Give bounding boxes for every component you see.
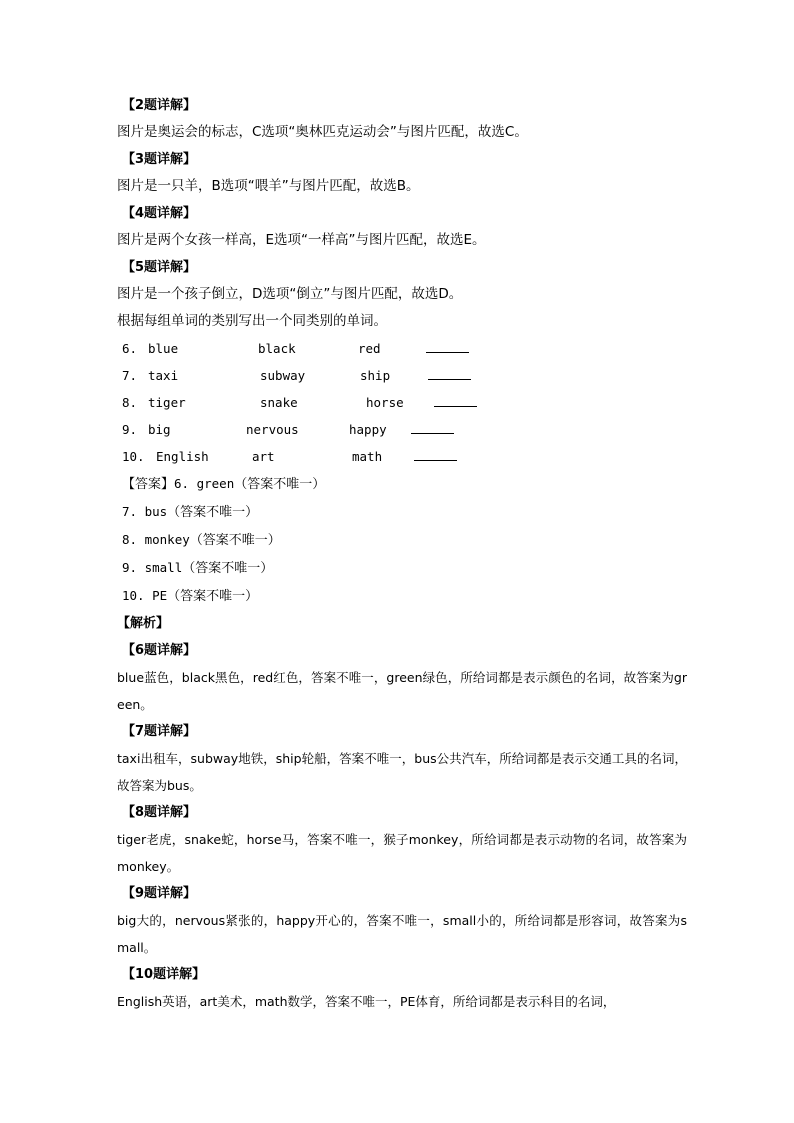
answer-line	[117, 554, 687, 582]
answer-value: small	[144, 560, 183, 575]
explanation-heading-q5: 【5题详解】	[122, 260, 197, 275]
word-row	[117, 389, 687, 416]
answer-line	[117, 498, 687, 526]
row-number: 7.	[122, 368, 138, 383]
answer-note: （答案不唯一）	[167, 505, 259, 520]
word-cell-3: math	[352, 449, 383, 464]
answer-note: （答案不唯一）	[189, 533, 281, 548]
word-cell-1: big	[148, 422, 171, 437]
analysis-heading-q10: 【10题详解】	[122, 967, 206, 982]
answer-spacer	[137, 560, 145, 575]
answer-note: （答案不唯一）	[234, 477, 326, 492]
answer-spacer	[137, 532, 145, 547]
answer-number: 8.	[122, 532, 138, 547]
word-cell-3: horse	[366, 395, 404, 410]
answers-first-line	[117, 470, 687, 498]
analysis-heading-q9: 【9题详解】	[122, 886, 197, 901]
analysis-text-q8: tiger老虎，snake蛇，horse马，答案不唯一，猴子monkey，所给词都是表示动物的名词，故答案为monkey。	[117, 832, 687, 874]
explanation-text-q4: 图片是两个女孩一样高，E选项“一样高”与图片匹配，故选E。	[117, 232, 486, 248]
answer-value: bus	[144, 504, 168, 519]
answers-label: 【答案】	[122, 477, 175, 492]
explanation-text-q2: 图片是奥运会的标志，C选项“奥林匹克运动会”与图片匹配，故选C。	[117, 124, 528, 140]
analysis-heading: 【解析】	[117, 616, 170, 631]
word-cell-2: subway	[260, 368, 306, 383]
word-row	[117, 362, 687, 389]
answer-line	[117, 526, 687, 554]
word-cell-3: happy	[349, 422, 387, 437]
analysis-heading-q8: 【8题详解】	[122, 805, 197, 820]
word-row	[117, 335, 687, 362]
row-number: 9.	[122, 422, 138, 437]
answer-spacer	[145, 588, 153, 603]
answer-number: 6.	[174, 476, 190, 491]
answer-note: （答案不唯一）	[182, 561, 274, 576]
word-row	[117, 416, 687, 443]
word-cell-2: snake	[260, 395, 298, 410]
answer-spacer	[189, 476, 197, 491]
analysis-text-q6: blue蓝色，black黑色，red红色，答案不唯一，green绿色，所给词都是表示颜色的名词，故答案为green。	[117, 670, 687, 712]
row-number: 6.	[122, 341, 138, 356]
word-cell-2: art	[252, 449, 275, 464]
word-row	[117, 443, 687, 470]
answer-value: green	[196, 476, 235, 491]
word-cell-1: English	[156, 449, 209, 464]
word-classification-list	[117, 335, 687, 470]
analysis-heading-q6: 【6题详解】	[122, 643, 197, 658]
answer-note: （答案不唯一）	[167, 589, 259, 604]
explanation-heading-q3: 【3题详解】	[122, 152, 197, 167]
analysis-text-q7: taxi出租车，subway地铁，ship轮船，答案不唯一，bus公共汽车，所给词都是表示交通工具的名词，故答案为bus。	[117, 751, 687, 793]
explanation-heading-q2: 【2题详解】	[122, 98, 197, 113]
answer-value: monkey	[144, 532, 190, 547]
row-number: 10.	[122, 449, 145, 464]
answer-blank[interactable]	[411, 420, 454, 434]
answer-blank[interactable]	[414, 447, 457, 461]
explanation-text-q3: 图片是一只羊，B选项“喂羊”与图片匹配，故选B。	[117, 178, 420, 194]
word-cell-3: ship	[360, 368, 391, 383]
explanation-text-q5: 图片是一个孩子倒立，D选项“倒立”与图片匹配，故选D。	[117, 286, 463, 302]
answer-value: PE	[152, 588, 168, 603]
explanation-heading-q4: 【4题详解】	[122, 206, 197, 221]
answer-line	[117, 582, 687, 610]
word-cell-1: blue	[148, 341, 179, 356]
answer-blank[interactable]	[426, 339, 469, 353]
word-cell-1: tiger	[148, 395, 186, 410]
analysis-text-q9: big大的，nervous紧张的，happy开心的，答案不唯一，small小的，所给词都是形容词，故答案为small。	[117, 913, 687, 955]
word-cell-2: black	[258, 341, 296, 356]
answer-blank[interactable]	[434, 393, 477, 407]
word-cell-1: taxi	[148, 368, 179, 383]
answer-spacer	[137, 504, 145, 519]
row-number: 8.	[122, 395, 138, 410]
answer-number: 9.	[122, 560, 138, 575]
section-instruction: 根据每组单词的类别写出一个同类别的单词。	[117, 313, 387, 329]
answer-number: 7.	[122, 504, 138, 519]
analysis-text-q10: English英语，art美术，math数学，答案不唯一，PE体育，所给词都是表示科目的名词，	[117, 994, 616, 1009]
answer-number: 10.	[122, 588, 145, 603]
document-content	[117, 92, 687, 1015]
analysis-heading-q7: 【7题详解】	[122, 724, 197, 739]
word-cell-3: red	[358, 341, 381, 356]
answer-blank[interactable]	[428, 366, 471, 380]
word-cell-2: nervous	[246, 422, 299, 437]
